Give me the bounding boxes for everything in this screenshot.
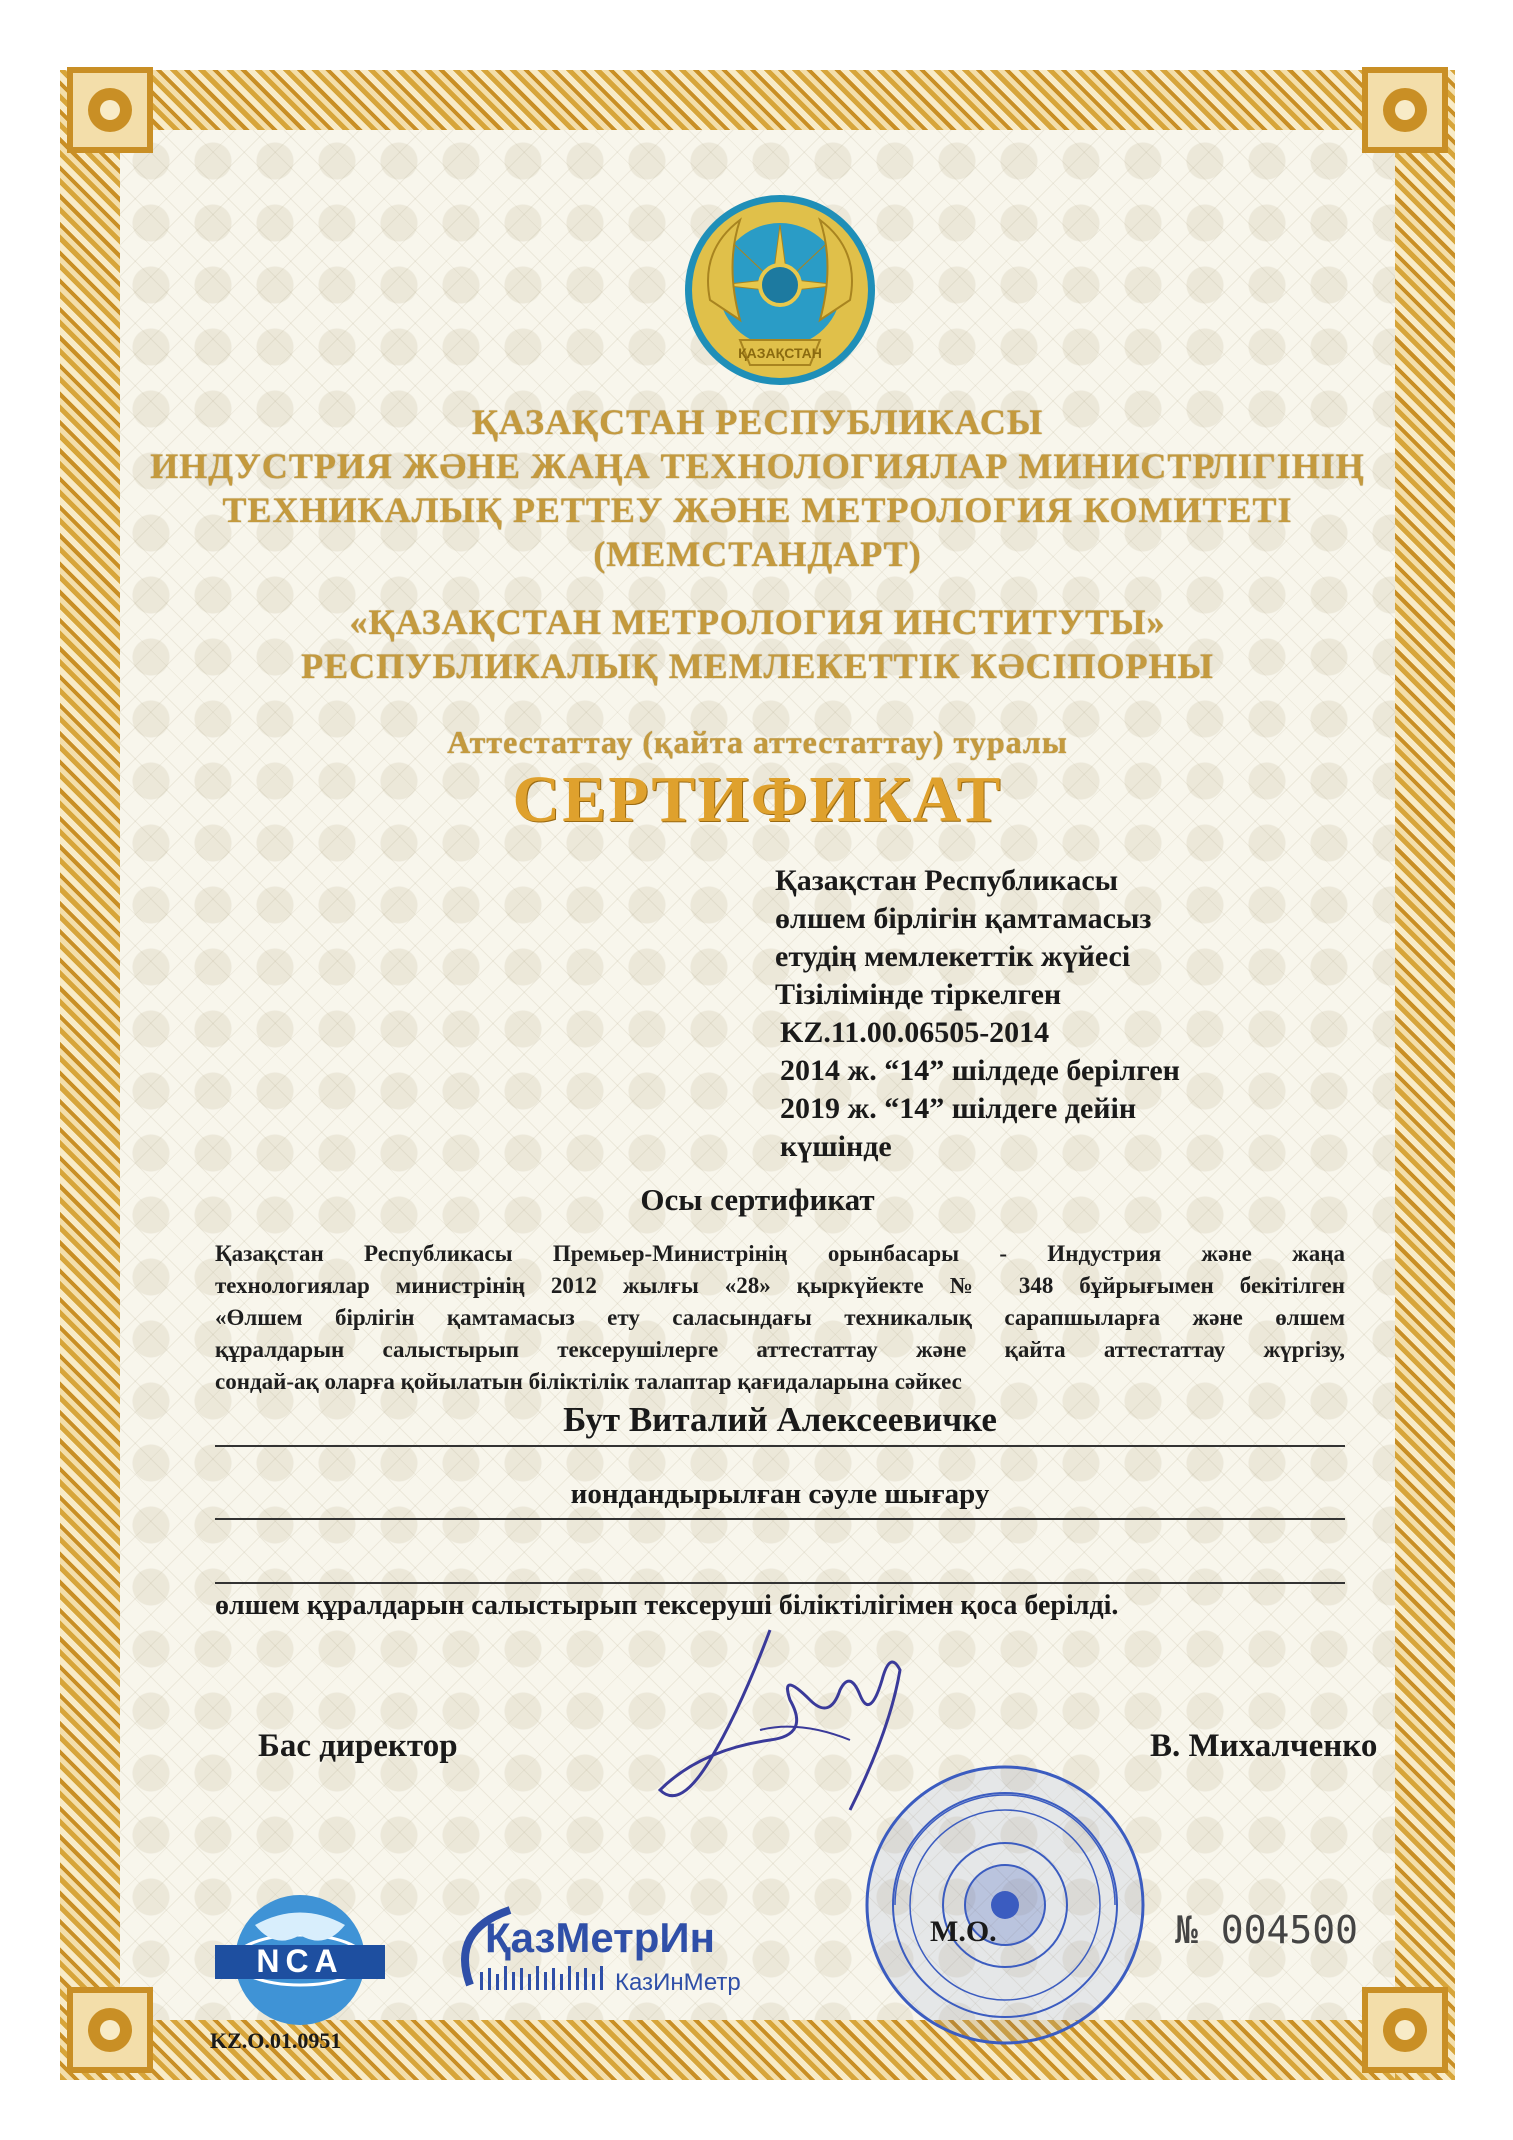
corner-ornament-icon	[55, 1975, 165, 2085]
recipient-name: Бут Виталий Алексеевичке	[563, 1400, 997, 1439]
kazmetrin-title: ҚазМетрИн	[485, 1914, 715, 1961]
registration-in-force: күшінде	[780, 1130, 892, 1163]
underline-field	[215, 1518, 1345, 1520]
registration-line-3: етудің мемлекеттік жүйесі	[775, 940, 1131, 973]
registration-number: KZ.11.00.06505-2014	[780, 1016, 1050, 1049]
underline-name	[215, 1445, 1345, 1447]
body-line-2: технологиялар министрінің 2012 жылғы «28» қыркүйекте № 348 бұйрығымен бекітілген	[215, 1273, 1345, 1298]
corner-ornament-icon	[1350, 55, 1460, 165]
body-line-3: «Өлшем бірлігін қамтамасыз ету саласындағы техникалық сарапшыларға және өлшем	[215, 1305, 1345, 1330]
ornament-border-top	[60, 70, 1455, 130]
registration-valid-until: 2019 ж. “14” шілдеге дейін	[780, 1092, 1137, 1125]
kazmetrin-subtitle: КазИнМетр	[615, 1969, 741, 1996]
body-line-4: құралдарын салыстырып тексерушілерге аттестаттау және қайта аттестаттау жүргізу,	[215, 1337, 1345, 1362]
certificate-subtitle: Аттестаттау (қайта аттестаттау) туралы	[447, 724, 1068, 760]
body-line-1: Қазақстан Республикасы Премьер-Министрінің орынбасары - Индустрия және жаңа	[215, 1241, 1345, 1266]
registration-line-1: Қазақстан Республикасы	[775, 864, 1119, 897]
registration-line-2: өлшем бірлігін қамтамасыз	[775, 902, 1152, 935]
qualification-field: иондандырылған сәуле шығару	[570, 1478, 990, 1510]
registration-line-4: Тізілімінде тіркелген	[775, 978, 1062, 1011]
nca-logo-icon	[205, 1890, 395, 2030]
registration-issued: 2014 ж. “14” шілдеде берілген	[780, 1054, 1180, 1087]
header-line-1: ҚАЗАҚСТАН РЕСПУБЛИКАСЫ	[471, 402, 1044, 442]
state-emblem-icon	[680, 190, 880, 390]
corner-ornament-icon	[1350, 1975, 1460, 2085]
official-stamp-icon	[860, 1760, 1150, 2050]
body-heading: Осы сертификат	[640, 1182, 875, 1217]
header-line-5: «ҚАЗАҚСТАН МЕТРОЛОГИЯ ИНСТИТУТЫ»	[349, 602, 1166, 642]
body-line-5: сондай-ақ оларға қойылатын біліктілік талаптар қағидаларына сәйкес	[215, 1369, 962, 1394]
emblem-label: ҚАЗАҚСТАН	[738, 345, 822, 361]
header-line-6: РЕСПУБЛИКАЛЫҚ МЕМЛЕКЕТТІК КӘСІПОРНЫ	[301, 646, 1214, 686]
header-line-3: ТЕХНИКАЛЫҚ РЕТТЕУ ЖӘНЕ МЕТРОЛОГИЯ КОМИТЕТІ	[222, 490, 1293, 530]
nca-text: NCA	[256, 1943, 344, 1979]
header-line-2: ИНДУСТРИЯ ЖӘНЕ ЖАҢА ТЕХНОЛОГИЯЛАР МИНИСТРЛІГІНІҢ	[150, 446, 1365, 486]
nca-accreditation-code: KZ.O.01.0951	[210, 2028, 342, 2053]
certificate-title: СЕРТИФИКАТ	[512, 763, 1003, 836]
kazmetrin-logo-icon	[440, 1890, 800, 2000]
certificate-number: № 004500	[1175, 1908, 1359, 1952]
ornament-border-left	[60, 70, 120, 2080]
underline-blank	[215, 1582, 1345, 1584]
corner-ornament-icon	[55, 55, 165, 165]
ornament-border-right	[1395, 70, 1455, 2080]
seal-mark: М.О.	[930, 1915, 997, 1948]
closing-text: өлшем құралдарын салыстырып тексеруші біліктілігімен қоса берілді.	[215, 1590, 1119, 1621]
director-position: Бас директор	[258, 1728, 458, 1764]
director-name: В. Михалченко	[1150, 1728, 1378, 1764]
header-line-4: (МЕМСТАНДАРТ)	[593, 534, 922, 574]
